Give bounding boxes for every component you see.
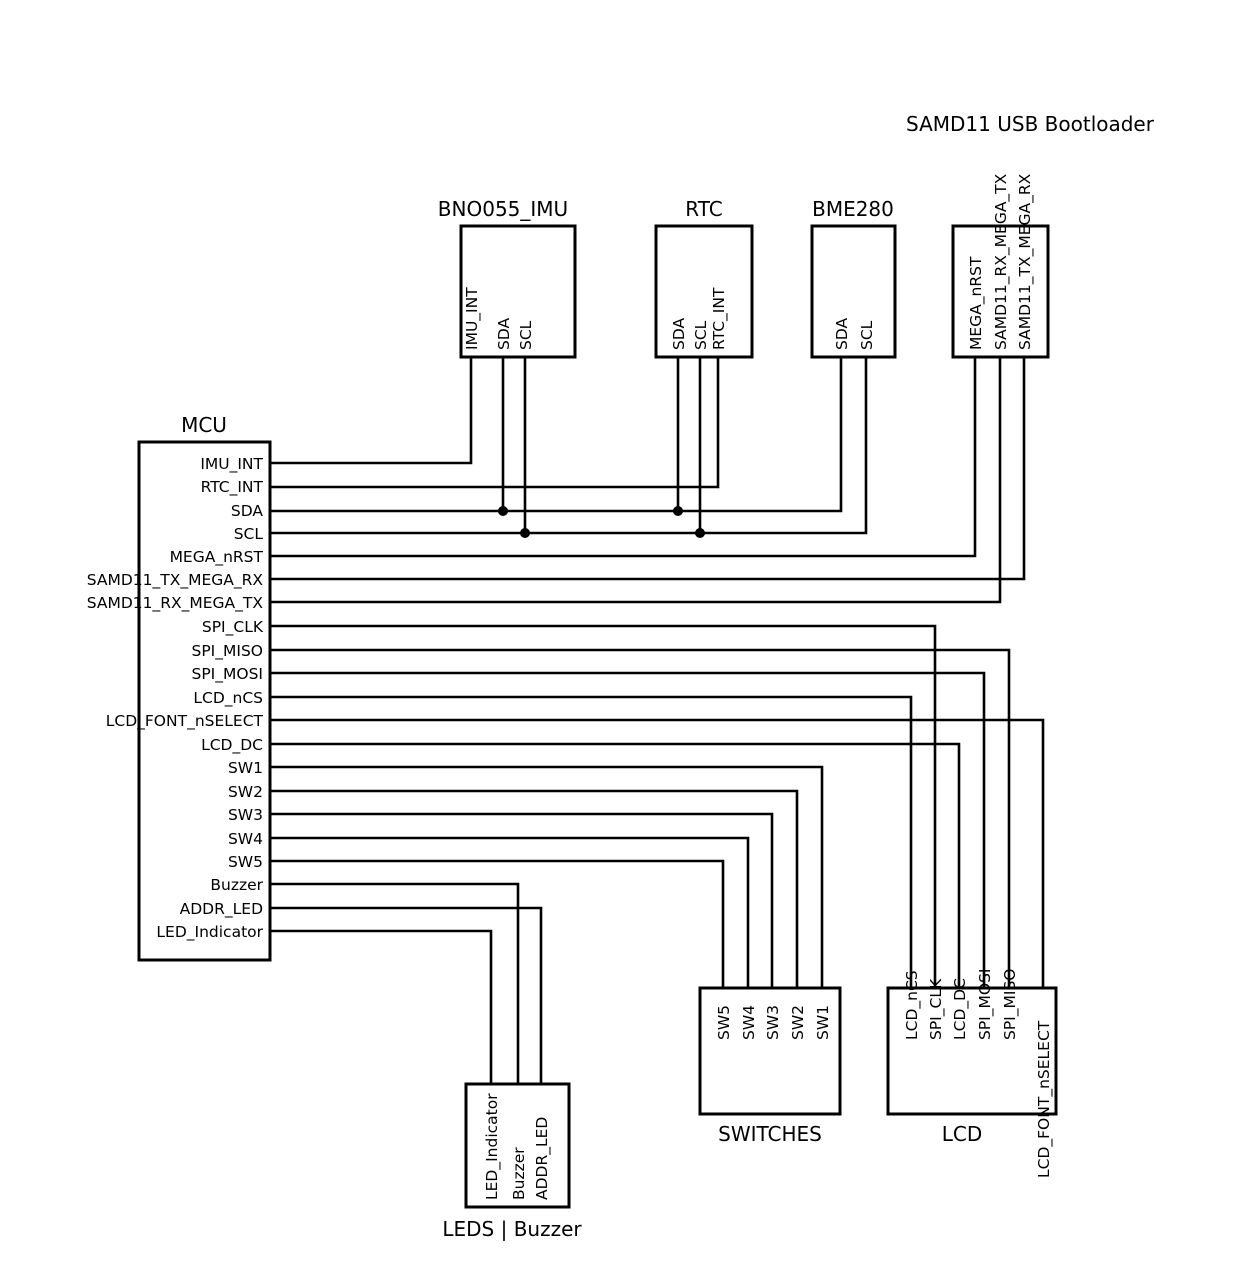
pin-label-mcu-lcd-ncs: LCD_nCS: [193, 689, 263, 707]
block-switches[interactable]: [700, 988, 840, 1146]
wire-scl-bus: [270, 357, 866, 533]
pin-label-mcu-spi-mosi: SPI_MOSI: [191, 665, 263, 683]
pin-label-mcu-sw2: SW2: [227, 783, 263, 801]
pin-label-samd11-tx-mega-rx: SAMD11_TX_MEGA_RX: [1016, 173, 1034, 350]
block-lcd[interactable]: [888, 969, 1056, 1179]
pin-label-switches-sw3: SW3: [764, 1004, 782, 1040]
block-leds-buzzer[interactable]: [442, 1084, 582, 1241]
block-rtc-label: RTC: [685, 197, 723, 221]
pin-label-mcu-addr-led: ADDR_LED: [179, 900, 263, 918]
pin-label-mcu-led-indicator: LED_Indicator: [156, 923, 263, 941]
pin-label-switches-sw4: SW4: [740, 1004, 758, 1040]
pin-label-mcu-lcd-font-nselect: LCD_FONT_nSELECT: [105, 712, 263, 730]
wire-sw2: [270, 791, 797, 988]
pin-label-mcu-lcd-dc: LCD_DC: [201, 736, 263, 754]
pin-label-mcu-samd11-rx-mega-tx: SAMD11_RX_MEGA_TX: [86, 594, 263, 612]
pin-label-samd11-mega-nrst: MEGA_nRST: [967, 256, 985, 350]
pin-label-switches-sw1: SW1: [814, 1004, 832, 1040]
block-samd11-label: SAMD11 USB Bootloader: [906, 112, 1154, 136]
wire-imu-int: [270, 357, 471, 463]
wire-addr-led: [270, 908, 541, 1084]
pin-label-bme280-scl: SCL: [858, 320, 876, 350]
pin-label-rtc-sda: SDA: [670, 317, 688, 350]
pin-label-leds-buzzer: Buzzer: [510, 1147, 528, 1200]
wire-spi-miso: [270, 650, 1009, 988]
pin-label-mcu-imu-int: IMU_INT: [200, 455, 263, 473]
wire-rtc-int: [270, 357, 718, 487]
block-mcu-label: MCU: [181, 413, 227, 437]
wire-sw5: [270, 861, 723, 988]
pin-label-mcu-sw3: SW3: [227, 806, 263, 824]
wire-lcd-font-nselect: [270, 720, 1043, 988]
block-bme280-label: BME280: [812, 197, 894, 221]
wire-layer: [270, 357, 1043, 1084]
junction-dot: [695, 528, 705, 538]
wire-spi-clk: [270, 626, 935, 988]
block-bme280[interactable]: [812, 197, 895, 357]
pin-label-leds-led-indicator: LED_Indicator: [483, 1093, 501, 1200]
pin-label-lcd-dc: LCD_DC: [951, 978, 969, 1040]
pin-label-mcu-scl: SCL: [233, 525, 263, 543]
junction-dot: [498, 506, 508, 516]
pin-label-rtc-scl: SCL: [692, 320, 710, 350]
pin-label-mcu-sw1: SW1: [227, 759, 263, 777]
block-rtc[interactable]: [656, 197, 752, 357]
block-bme280-body: [812, 226, 895, 357]
wire-mega-nrst: [270, 357, 975, 556]
pin-label-switches-sw2: SW2: [789, 1004, 807, 1040]
pin-label-mcu-buzzer: Buzzer: [210, 876, 263, 894]
pin-label-mcu-sw4: SW4: [227, 830, 263, 848]
block-mcu[interactable]: [87, 413, 270, 960]
pin-label-lcd-ncs: LCD_nCS: [903, 970, 921, 1040]
pin-label-leds-addr-led: ADDR_LED: [533, 1116, 551, 1200]
pin-label-switches-sw5: SW5: [715, 1004, 733, 1040]
pin-label-lcd-spi-clk: SPI_CLK: [927, 978, 945, 1040]
pin-label-bme280-sda: SDA: [833, 317, 851, 350]
pin-label-mcu-sda: SDA: [230, 502, 263, 520]
pin-label-mcu-spi-clk: SPI_CLK: [201, 618, 263, 636]
pin-label-mcu-mega-nrst: MEGA_nRST: [169, 548, 263, 566]
wire-lcd-dc: [270, 744, 959, 988]
junction-dot: [673, 506, 683, 516]
pin-label-mcu-samd11-tx-mega-rx: SAMD11_TX_MEGA_RX: [86, 571, 263, 589]
pin-label-lcd-spi-miso: SPI_MISO: [1001, 968, 1019, 1040]
block-lcd-label: LCD: [941, 1122, 983, 1146]
block-leds-buzzer-label: LEDS | Buzzer: [442, 1217, 582, 1241]
pin-label-rtc-rtc-int: RTC_INT: [710, 287, 728, 350]
block-imu[interactable]: [438, 197, 575, 357]
pin-label-samd11-rx-mega-tx: SAMD11_RX_MEGA_TX: [992, 173, 1010, 350]
block-switches-label: SWITCHES: [718, 1122, 822, 1146]
wire-sw3: [270, 814, 772, 988]
wire-samd11-rx-mega-tx: [270, 357, 1000, 602]
block-samd11[interactable]: [906, 112, 1155, 357]
pin-label-imu-sda: SDA: [495, 317, 513, 350]
junction-dot: [520, 528, 530, 538]
pin-label-lcd-spi-mosi: SPI_MOSI: [976, 968, 994, 1040]
wire-led-indicator: [270, 931, 491, 1084]
pin-label-mcu-spi-miso: SPI_MISO: [191, 642, 263, 660]
pin-label-imu-imu-int: IMU_INT: [463, 287, 481, 350]
pin-label-lcd-font-nselect: LCD_FONT_nSELECT: [1035, 1020, 1053, 1178]
wire-lcd-ncs: [270, 697, 911, 988]
wire-samd11-tx-mega-rx: [270, 357, 1024, 579]
pin-label-imu-scl: SCL: [517, 320, 535, 350]
block-imu-label: BNO055_IMU: [437, 197, 569, 221]
pin-label-mcu-sw5: SW5: [227, 853, 263, 871]
wire-buzzer: [270, 884, 518, 1084]
wire-sw1: [270, 767, 822, 988]
pin-label-mcu-rtc-int: RTC_INT: [200, 478, 263, 496]
